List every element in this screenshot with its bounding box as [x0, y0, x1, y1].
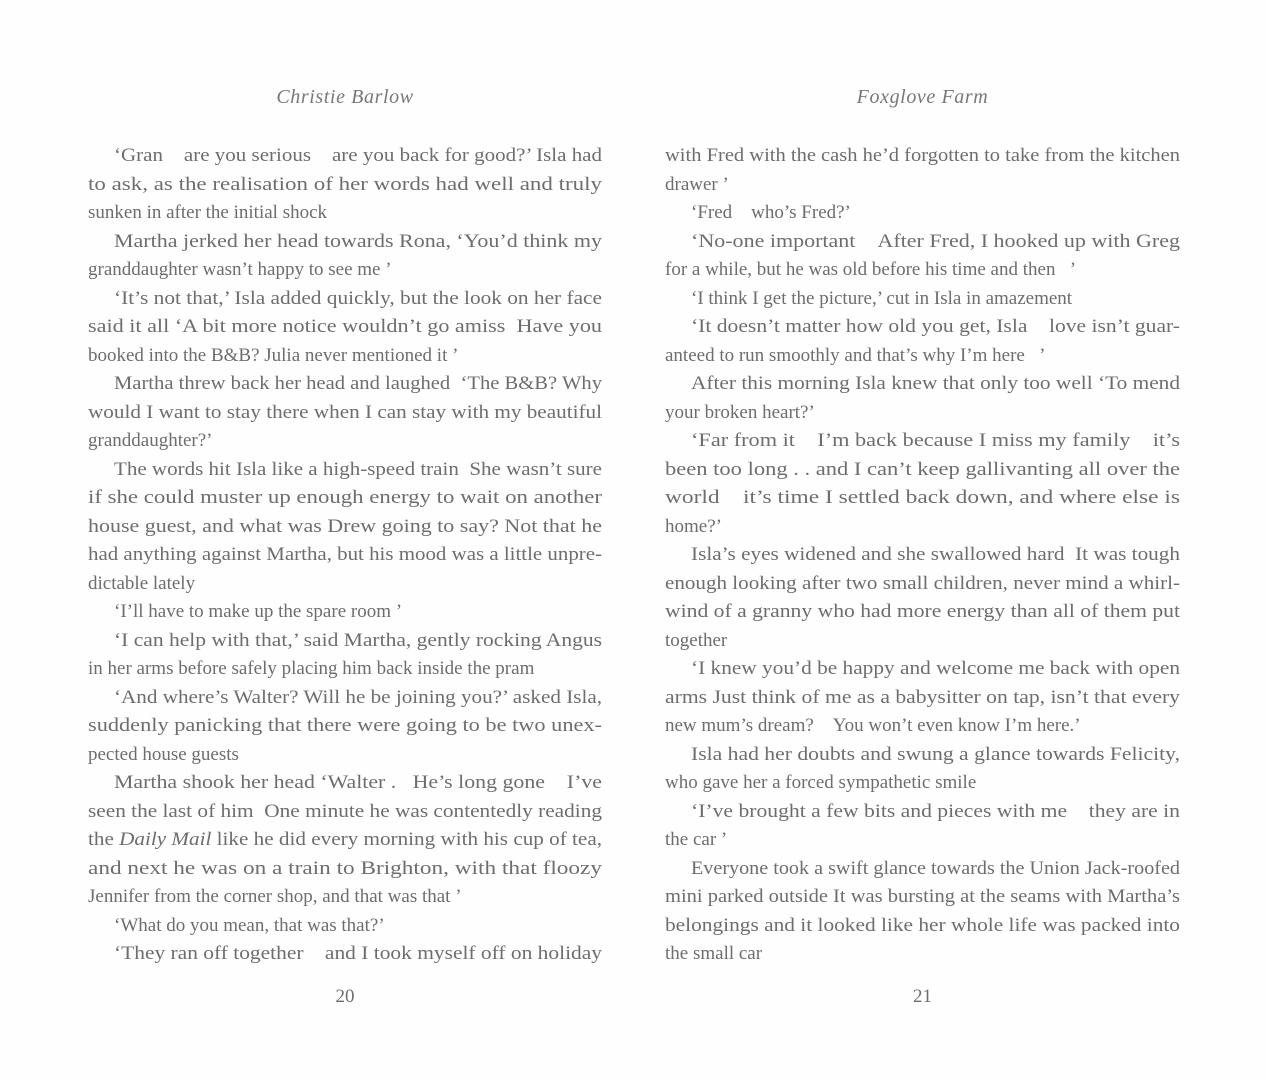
text-segment: house guest, and what was Drew going to say? Not that he	[88, 515, 602, 537]
page-number-right: 21	[913, 986, 932, 1007]
text-segment: ‘Far from it I’m back because I miss my family it’s	[691, 430, 1180, 451]
text-line-content	[88, 313, 602, 342]
text-line-content	[88, 798, 602, 827]
text-line	[88, 399, 602, 428]
text-line	[88, 883, 602, 912]
text-segment: ‘And where’s Walter? Will he be joining you?’ asked Isla,	[114, 686, 602, 708]
text-line	[88, 627, 602, 656]
text-line-content	[691, 855, 1180, 884]
text-line-content	[665, 598, 1180, 627]
text-line-content	[88, 171, 602, 200]
text-line-content	[665, 456, 1180, 485]
text-line	[88, 513, 602, 542]
text-line-content	[665, 171, 729, 200]
text-line	[88, 940, 602, 969]
text-segment: drawer ’	[665, 173, 729, 195]
text-segment: ‘I can help with that,’ said Martha, gently rocking Angus	[114, 629, 602, 651]
page-number-left: 20	[335, 986, 355, 1007]
text-segment: Martha threw back her head and laughed ‘The B&B? Why	[114, 373, 602, 394]
text-line	[88, 570, 602, 599]
text-line	[665, 769, 1180, 798]
text-line	[665, 883, 1180, 912]
running-header-left: Christie Barlow	[276, 86, 414, 108]
text-line-content	[691, 370, 1180, 399]
text-segment: pected house guests	[88, 743, 239, 765]
text-line	[665, 826, 1180, 855]
text-segment: ‘It’s not that,’ Isla added quickly, but the look on her face	[114, 287, 602, 309]
text-line	[665, 627, 1180, 656]
text-line	[665, 370, 1180, 399]
text-segment: ‘They ran off together and I took myself off on holiday	[114, 943, 602, 964]
text-segment: home?’	[665, 515, 722, 537]
text-segment: to ask, as the realisation of her words had well and truly	[88, 173, 602, 195]
text-line-content	[691, 655, 1180, 684]
text-line	[88, 855, 602, 884]
text-segment: your broken heart?’	[665, 401, 815, 423]
text-line-content	[88, 199, 327, 228]
text-line	[88, 256, 602, 285]
text-line	[88, 912, 602, 941]
text-line-content	[114, 912, 385, 941]
text-line-content	[665, 912, 1180, 941]
text-segment: had anything against Martha, but his mood was a little unpre-	[88, 544, 602, 565]
text-segment: granddaughter?’	[88, 430, 213, 451]
text-line	[88, 142, 602, 171]
text-line	[665, 484, 1180, 513]
text-line-content	[665, 342, 1045, 371]
text-line-content	[88, 712, 602, 741]
text-segment: world it’s time I settled back down, and where else is	[665, 487, 1180, 508]
text-line-content	[114, 598, 402, 627]
text-segment: would I want to stay there when I can stay with my beautiful	[88, 401, 602, 423]
text-segment: anteed to run smoothly and that’s why I’m here ’	[665, 344, 1046, 366]
text-line-content	[665, 570, 1180, 599]
text-segment: Martha jerked her head towards Rona, ‘You’d think my	[114, 230, 602, 252]
text-line	[88, 826, 602, 855]
text-line	[665, 912, 1180, 941]
text-segment: new mum’s dream? You won’t even know I’m here.’	[665, 715, 1081, 736]
text-line-content	[691, 199, 851, 228]
text-line-content	[691, 228, 1180, 257]
text-line-content	[691, 798, 1180, 827]
text-line-content	[114, 769, 602, 798]
text-line	[88, 655, 602, 684]
text-segment: enough looking after two small children, never mind a whirl-	[665, 572, 1180, 594]
text-line	[665, 598, 1180, 627]
text-line	[88, 171, 602, 200]
right-page	[665, 0, 1180, 1080]
text-line-content	[665, 769, 976, 798]
text-line	[88, 598, 602, 627]
text-line-content	[114, 370, 602, 399]
text-line	[665, 570, 1180, 599]
text-segment: booked into the B&B? Julia never mentioned it ’	[88, 344, 459, 366]
text-line	[665, 798, 1180, 827]
text-line	[88, 541, 602, 570]
text-line-content	[88, 741, 239, 770]
text-line	[665, 541, 1180, 570]
text-segment: ‘It doesn’t matter how old you get, Isla love isn’t guar-	[691, 316, 1180, 337]
text-line-content	[691, 285, 1072, 314]
text-segment: ‘I knew you’d be happy and welcome me back with open	[691, 658, 1180, 679]
text-line-content	[665, 513, 722, 542]
text-line	[88, 456, 602, 485]
text-line-content	[88, 256, 392, 285]
text-line-content	[114, 142, 602, 171]
text-line-content	[691, 741, 1180, 770]
text-segment: and next he was on a train to Brighton, with that floozy	[88, 857, 602, 879]
text-segment: Isla’s eyes widened and she swallowed hard It was tough	[691, 544, 1180, 565]
text-line-content	[88, 855, 602, 884]
text-line	[665, 456, 1180, 485]
text-line	[665, 940, 1180, 969]
text-segment: the small car	[665, 943, 763, 964]
text-line	[88, 798, 602, 827]
text-line-content	[88, 399, 602, 428]
text-segment: dictable lately	[88, 572, 196, 594]
text-segment: for a while, but he was old before his time and then ’	[665, 259, 1077, 280]
text-line-content	[114, 228, 602, 257]
text-line	[88, 199, 602, 228]
text-line-content	[88, 484, 602, 513]
text-segment: Everyone took a swift glance towards the Union Jack-roofed	[691, 857, 1180, 879]
text-line-content	[88, 570, 195, 599]
text-segment: the	[88, 829, 120, 850]
running-header-right: Foxglove Farm	[856, 86, 989, 108]
text-segment: ‘I’ll have to make up the spare room ’	[114, 601, 403, 622]
text-line-content	[691, 313, 1180, 342]
text-line	[88, 285, 602, 314]
text-segment: if she could muster up enough energy to wait on another	[88, 487, 602, 508]
text-segment: Martha shook her head ‘Walter . He’s long gone I’ve	[114, 772, 602, 793]
text-segment: Jennifer from the corner shop, and that was that ’	[88, 886, 462, 907]
text-line	[88, 769, 602, 798]
text-segment: seen the last of him One minute he was contentedly reading	[88, 800, 602, 822]
text-segment: mini parked outside It was bursting at the seams with Martha’s	[665, 886, 1180, 907]
text-segment: ‘I’ve brought a few bits and pieces with me they are in	[691, 800, 1180, 822]
text-line-content	[665, 399, 815, 428]
text-line-content	[665, 484, 1180, 513]
text-line	[665, 513, 1180, 542]
text-line-content	[114, 627, 602, 656]
text-segment: After this morning Isla knew that only too well ‘To mend	[691, 373, 1180, 394]
text-segment: together	[665, 629, 728, 651]
left-page-text-block	[88, 142, 602, 969]
text-line-content	[691, 427, 1180, 456]
text-line-content	[88, 883, 462, 912]
text-line	[665, 171, 1180, 200]
left-page	[88, 0, 602, 1080]
text-segment: who gave her a forced sympathetic smile	[665, 772, 977, 793]
text-line	[665, 199, 1180, 228]
text-line-content	[665, 627, 727, 656]
text-segment: been too long . . and I can’t keep gallivanting all over the	[665, 458, 1180, 480]
text-line	[88, 712, 602, 741]
text-line-content	[691, 541, 1180, 570]
text-line-content	[114, 940, 602, 969]
text-line-content	[665, 256, 1076, 285]
text-line	[88, 313, 602, 342]
text-line	[665, 399, 1180, 428]
text-segment: belongings and it looked like her whole life was packed into	[665, 914, 1180, 936]
text-segment: ‘Fred who’s Fred?’	[691, 202, 851, 223]
text-line-content	[88, 655, 534, 684]
text-segment: in her arms before safely placing him back inside the pram	[88, 658, 535, 679]
text-line	[665, 228, 1180, 257]
text-line	[88, 370, 602, 399]
text-line	[88, 741, 602, 770]
text-line-content	[665, 826, 727, 855]
text-line	[665, 741, 1180, 770]
text-segment: wind of a granny who had more energy than all of them put	[665, 601, 1180, 622]
text-segment: ‘I think I get the picture,’ cut in Isla in amazement	[691, 287, 1073, 309]
text-segment: the car ’	[665, 829, 728, 850]
text-line	[665, 855, 1180, 884]
text-line-content	[88, 342, 458, 371]
text-segment: ‘No-one important After Fred, I hooked up with Greg	[691, 230, 1180, 252]
text-segment: The words hit Isla like a high-speed train She wasn’t sure	[114, 458, 602, 480]
italic-text: Daily Mail	[119, 829, 212, 850]
text-line	[665, 684, 1180, 713]
text-line-content	[665, 712, 1081, 741]
text-line	[88, 342, 602, 371]
text-line-content	[88, 427, 213, 456]
text-line	[665, 342, 1180, 371]
text-line	[88, 427, 602, 456]
text-line-content	[114, 456, 602, 485]
text-line	[665, 313, 1180, 342]
text-line	[665, 142, 1180, 171]
right-page-text-block	[665, 142, 1180, 969]
text-segment: ‘What do you mean, that was that?’	[114, 914, 385, 936]
text-line	[88, 684, 602, 713]
text-line	[665, 285, 1180, 314]
text-line	[665, 256, 1180, 285]
text-segment: Isla had her doubts and swung a glance towards Felicity,	[691, 743, 1180, 765]
text-line-content	[88, 541, 602, 570]
text-segment: like he did every morning with his cup of tea,	[211, 829, 602, 850]
text-line	[88, 228, 602, 257]
text-segment: ‘Gran are you serious are you back for good?’ Isla had	[114, 145, 602, 166]
text-line-content	[88, 513, 602, 542]
text-segment: said it all ‘A bit more notice wouldn’t go amiss Have you	[88, 316, 602, 337]
text-line-content	[665, 684, 1180, 713]
text-line-content	[665, 883, 1180, 912]
text-segment: arms Just think of me as a babysitter on tap, isn’t that every	[665, 686, 1180, 708]
text-segment: granddaughter wasn’t happy to see me ’	[88, 259, 392, 280]
text-line-content	[114, 285, 602, 314]
text-segment: suddenly panicking that there were going to be two unex-	[88, 715, 602, 736]
text-line-content	[114, 684, 602, 713]
text-line	[665, 655, 1180, 684]
text-line	[665, 712, 1180, 741]
text-line	[88, 484, 602, 513]
text-segment: sunken in after the initial shock	[88, 202, 328, 223]
text-segment: with Fred with the cash he’d forgotten to take from the kitchen	[665, 145, 1180, 166]
text-line-content	[665, 142, 1180, 171]
text-line	[665, 427, 1180, 456]
text-line-content	[665, 940, 762, 969]
text-line-content	[88, 826, 602, 855]
